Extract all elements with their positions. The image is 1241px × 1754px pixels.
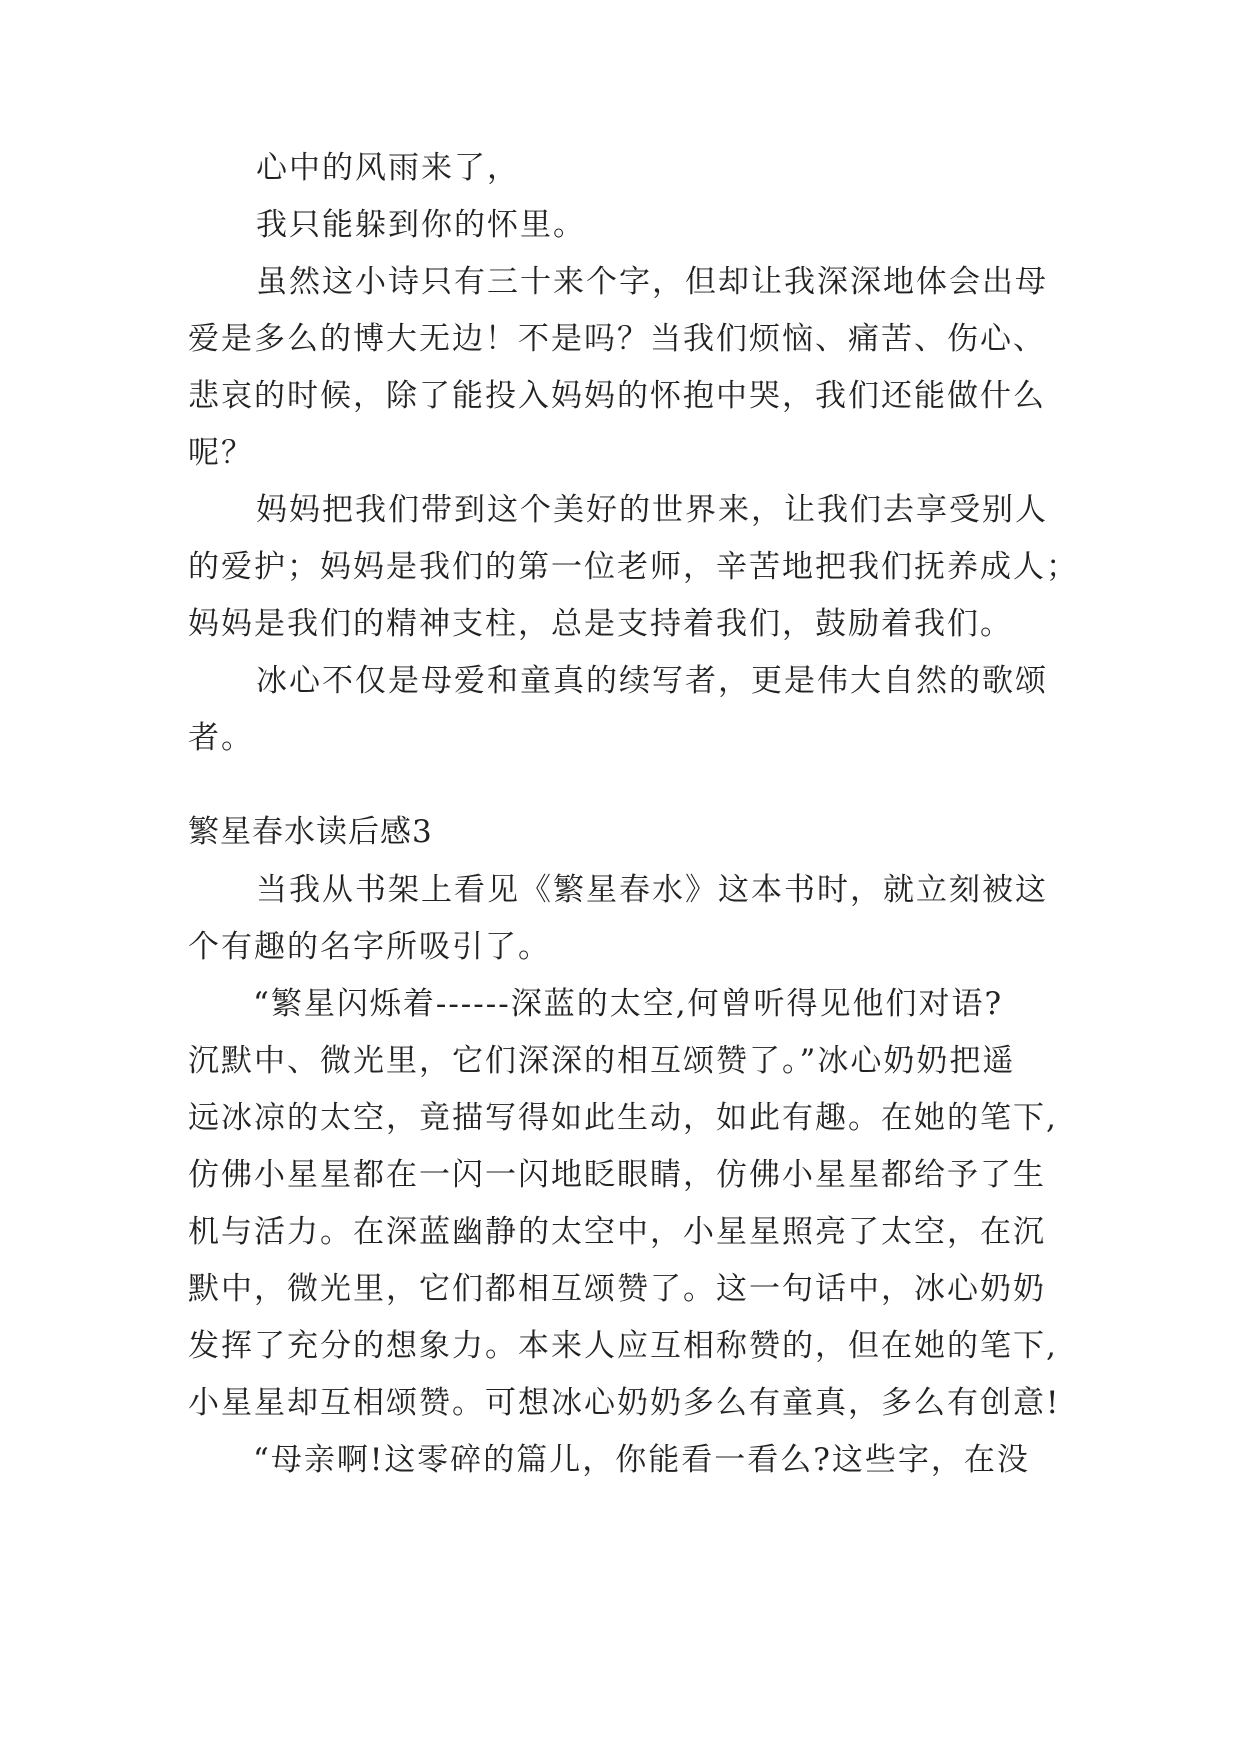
paragraph-5-line-2: 沉默中、微光里，它们深深的相互颂赞了。”冰心奶奶把遥 xyxy=(188,1043,1016,1079)
paragraph-6-line-1: “母亲啊!这零碎的篇儿，你能看一看么?这些字，在没 xyxy=(253,1442,1030,1478)
paragraph-5-line-4: 仿佛小星星都在一闪一闪地眨眼睛，仿佛小星星都给予了生 xyxy=(188,1157,1046,1193)
paragraph-2-line-2: 的爱护；妈妈是我们的第一位老师，辛苦地把我们抚养成人； xyxy=(188,549,1079,585)
paragraph-5-line-5: 机与活力。在深蓝幽静的太空中，小星星照亮了太空，在沉 xyxy=(188,1214,1046,1250)
paragraph-5-line-3: 远冰凉的太空，竟描写得如此生动，如此有趣。在她的笔下, xyxy=(188,1100,1058,1136)
paragraph-3-line-2: 者。 xyxy=(188,720,254,756)
poem-line-2: 我只能躲到你的怀里。 xyxy=(256,207,586,243)
paragraph-5-line-1: “繁星闪烁着------深蓝的太空,何曾听得见他们对语? xyxy=(253,986,1004,1022)
paragraph-1-line-2: 爱是多么的博大无边！不是吗？当我们烦恼、痛苦、伤心、 xyxy=(188,321,1046,357)
poem-line-1: 心中的风雨来了， xyxy=(256,150,520,186)
paragraph-4-line-2: 个有趣的名字所吸引了。 xyxy=(188,929,551,965)
paragraph-2-line-3: 妈妈是我们的精神支柱，总是支持着我们，鼓励着我们。 xyxy=(188,606,1013,642)
paragraph-5-line-8: 小星星却互相颂赞。可想冰心奶奶多么有童真，多么有创意! xyxy=(188,1385,1061,1421)
paragraph-1-line-4: 呢？ xyxy=(188,435,254,471)
paragraph-5-line-7: 发挥了充分的想象力。本来人应互相称赞的，但在她的笔下, xyxy=(188,1328,1058,1364)
section-heading: 繁星春水读后感3 xyxy=(188,814,433,850)
paragraph-4-line-1: 当我从书架上看见《繁星春水》这本书时，就立刻被这 xyxy=(256,872,1048,908)
paragraph-3-line-1: 冰心不仅是母爱和童真的续写者，更是伟大自然的歌颂 xyxy=(256,663,1048,699)
paragraph-1-line-3: 悲哀的时候，除了能投入妈妈的怀抱中哭，我们还能做什么 xyxy=(188,378,1046,414)
paragraph-2-line-1: 妈妈把我们带到这个美好的世界来，让我们去享受别人 xyxy=(256,492,1048,528)
paragraph-5-line-6: 默中，微光里，它们都相互颂赞了。这一句话中，冰心奶奶 xyxy=(188,1271,1046,1307)
paragraph-1-line-1: 虽然这小诗只有三十来个字，但却让我深深地体会出母 xyxy=(256,264,1048,300)
